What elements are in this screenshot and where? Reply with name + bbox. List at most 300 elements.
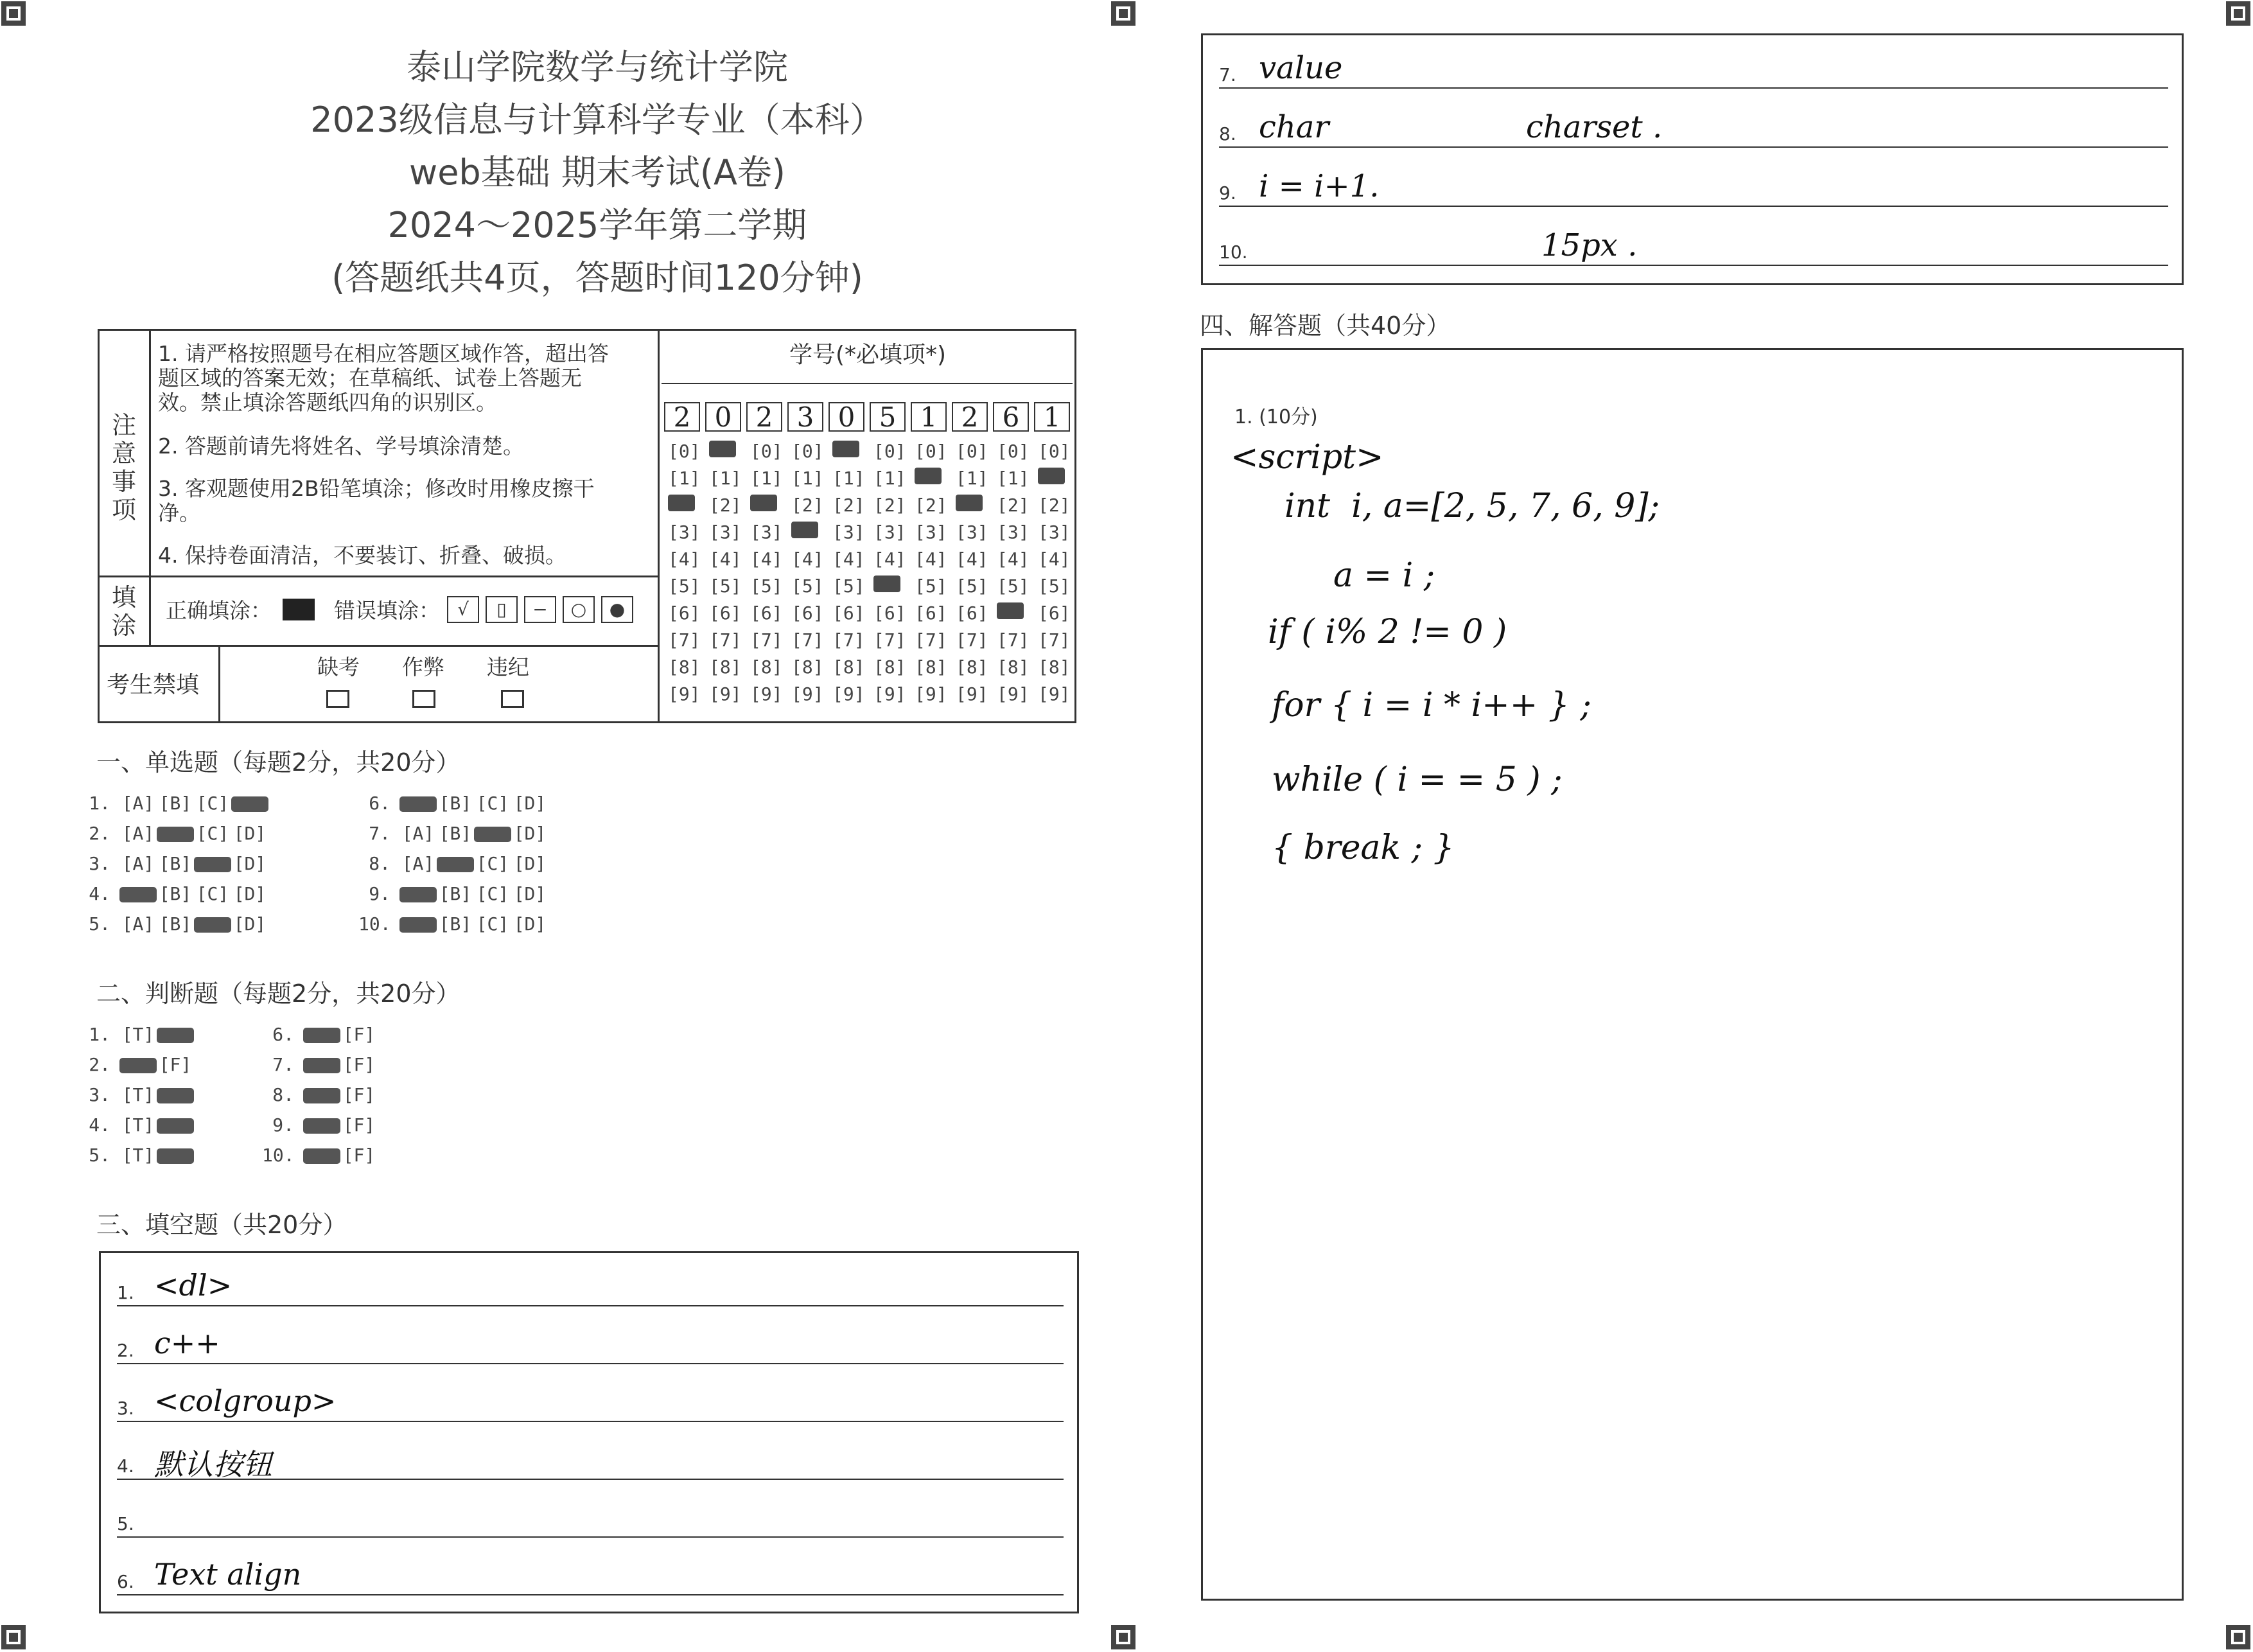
- section1-question-row: [358, 823, 548, 844]
- answer-option-bubble[interactable]: [C]: [196, 823, 229, 844]
- answer-option-bubble[interactable]: [C]: [476, 883, 509, 904]
- student-id-bubble[interactable]: [4]: [791, 549, 824, 570]
- fill-label-char: 涂: [111, 611, 136, 640]
- fill-blank-number: 8.: [1219, 123, 1236, 145]
- correct-fill-example: [283, 599, 315, 620]
- code-line-7: { break ; }: [1272, 829, 1455, 867]
- student-id-bubble[interactable]: [9]: [956, 683, 988, 705]
- answer-box: [1201, 348, 2184, 1601]
- student-id-bubble[interactable]: [3]: [750, 522, 783, 543]
- section1-question-row: [358, 793, 548, 814]
- wrong-example-bar: ▯: [486, 596, 518, 623]
- student-id-bubble[interactable]: [997, 602, 1024, 619]
- section1-question-row: [78, 823, 268, 844]
- section1-title: 一、单选题（每题2分，共20分）: [96, 748, 460, 777]
- student-id-bubble[interactable]: [1]: [668, 468, 701, 489]
- student-id-bubble[interactable]: [1038, 468, 1065, 484]
- question-number: 6.: [369, 793, 390, 814]
- answer-option-bubble[interactable]: [B]: [159, 793, 192, 814]
- notice-label: [110, 411, 137, 524]
- fill-blank-answer-secondary: charset .: [1526, 109, 1663, 145]
- student-id-bubble[interactable]: [1]: [956, 468, 988, 489]
- notice-divider-h1: [98, 576, 658, 577]
- answer-option-bubble[interactable]: [A]: [121, 793, 155, 814]
- answer-option-bubble[interactable]: [F]: [342, 1114, 376, 1136]
- section1-question-row: [358, 913, 548, 935]
- student-id-bubble[interactable]: [2]: [1038, 495, 1071, 516]
- student-id-bubble[interactable]: [791, 522, 818, 538]
- student-id-bubble[interactable]: [6]: [873, 602, 906, 624]
- registration-mark-top-center: [1111, 1, 1135, 26]
- student-id-bubble[interactable]: [1]: [709, 468, 742, 489]
- registration-mark-bottom-center: [1111, 1625, 1135, 1649]
- student-id-bubble[interactable]: [2]: [873, 495, 906, 516]
- answer-option-bubble[interactable]: [B]: [439, 913, 472, 935]
- answer-option-bubble[interactable]: [157, 1148, 194, 1164]
- student-id-bubble[interactable]: [6]: [915, 602, 947, 624]
- notice-label-char: 项: [111, 496, 136, 524]
- student-id-bubble[interactable]: [7]: [832, 629, 865, 651]
- fill-label: [110, 583, 137, 640]
- fill-blank-line[interactable]: [117, 1363, 1064, 1364]
- notice-label-char: 注: [111, 411, 136, 439]
- student-id-bubble[interactable]: [0]: [750, 441, 783, 462]
- section2-question-row: [262, 1024, 378, 1045]
- answer-option-bubble[interactable]: [C]: [476, 913, 509, 935]
- student-id-bubble[interactable]: [5]: [1038, 576, 1071, 597]
- student-id-bubble[interactable]: [0]: [997, 441, 1030, 462]
- notice-divider-vertical-2: [149, 576, 151, 645]
- student-id-bubble[interactable]: [9]: [915, 683, 947, 705]
- student-id-bubble[interactable]: [8]: [791, 656, 824, 678]
- student-id-bubble[interactable]: [5]: [750, 576, 783, 597]
- student-id-bubble[interactable]: [8]: [956, 656, 988, 678]
- wrong-example-check: √: [447, 596, 479, 623]
- fill-blank-answer: c++: [154, 1326, 220, 1360]
- wrong-fill-label: 错误填涂：: [334, 598, 440, 623]
- answer-option-bubble[interactable]: [D]: [513, 853, 547, 874]
- student-id-bubble[interactable]: [3]: [997, 522, 1030, 543]
- question-number: 4.: [89, 1114, 110, 1136]
- answer-option-bubble[interactable]: [T]: [121, 1145, 155, 1166]
- student-id-bubble[interactable]: [5]: [791, 576, 824, 597]
- student-id-bubble[interactable]: [6]: [791, 602, 824, 624]
- section2-question-row: [262, 1145, 378, 1166]
- fill-blank-line[interactable]: [117, 1305, 1064, 1306]
- student-id-bubble[interactable]: [0]: [873, 441, 906, 462]
- answer-option-bubble[interactable]: [F]: [159, 1054, 192, 1075]
- section2-question-row: [78, 1145, 194, 1166]
- student-id-bubble[interactable]: [3]: [832, 522, 865, 543]
- answer-option-bubble[interactable]: [B]: [159, 913, 192, 935]
- student-id-bubble[interactable]: [832, 441, 859, 457]
- wrong-fill-examples: [447, 596, 633, 623]
- answer-option-bubble[interactable]: [D]: [233, 853, 267, 874]
- section2-question-row: [262, 1084, 378, 1105]
- student-id-bubble[interactable]: [7]: [956, 629, 988, 651]
- answer-option-bubble[interactable]: [231, 796, 268, 812]
- answer-option-bubble[interactable]: [194, 857, 231, 872]
- fill-blank-line[interactable]: [117, 1536, 1064, 1538]
- answer-option-bubble[interactable]: [F]: [342, 1054, 376, 1075]
- answer-option-bubble[interactable]: [D]: [513, 883, 547, 904]
- answer-option-bubble[interactable]: [T]: [121, 1024, 155, 1045]
- answer-option-bubble[interactable]: [B]: [159, 853, 192, 874]
- student-id-digit: 5: [870, 402, 906, 432]
- answer-option-bubble[interactable]: [F]: [342, 1084, 376, 1105]
- notice-divider-h2: [98, 645, 658, 647]
- student-id-bubble[interactable]: [5]: [709, 576, 742, 597]
- student-id-bubble[interactable]: [2]: [997, 495, 1030, 516]
- absent-checkbox[interactable]: [326, 690, 349, 708]
- section1-question-row: [78, 913, 268, 935]
- student-id-bubble[interactable]: [0]: [791, 441, 824, 462]
- section1-question-row: [78, 793, 268, 814]
- answer-option-bubble[interactable]: [D]: [233, 883, 267, 904]
- student-id-bubble[interactable]: [5]: [668, 576, 701, 597]
- answer-option-bubble[interactable]: [F]: [342, 1024, 376, 1045]
- notice-item-1: 1. 请严格按照题号在相应答题区域作答，超出答题区域的答案无效；在草稿纸、试卷上答题无效。禁止填涂答题纸四角的识别区。: [158, 341, 609, 415]
- code-line-5: for { i = i * i++ } ;: [1272, 686, 1591, 725]
- notice-item-2: 2. 答题前请先将姓名、学号填涂清楚。: [158, 434, 524, 459]
- registration-mark-top-right: [2226, 1, 2250, 26]
- answer-option-bubble[interactable]: [B]: [439, 883, 472, 904]
- correct-fill-label: 正确填涂：: [166, 598, 272, 623]
- section1-question-row: [78, 853, 268, 874]
- student-id-bubble[interactable]: [8]: [709, 656, 742, 678]
- student-id-bubble[interactable]: [4]: [997, 549, 1030, 570]
- student-id-bubble[interactable]: [1]: [750, 468, 783, 489]
- fill-blank-answer: 默认按钮: [154, 1447, 272, 1482]
- student-id-bubble[interactable]: [9]: [668, 683, 701, 705]
- student-id-bubble[interactable]: [750, 495, 777, 511]
- header-program: 2023级信息与计算科学专业（本科）: [310, 100, 884, 140]
- notice-divider-h3: [218, 645, 220, 723]
- code-line-3: a = i ;: [1333, 556, 1435, 595]
- student-id-bubble[interactable]: [4]: [915, 549, 947, 570]
- fill-blank-number: 1.: [117, 1282, 134, 1303]
- header-term: 2024～2025学年第二学期: [387, 205, 807, 245]
- question-number: 9.: [272, 1114, 294, 1136]
- question-number: 1.: [89, 1024, 110, 1045]
- student-id-bubble[interactable]: [0]: [668, 441, 701, 462]
- student-id-bubble[interactable]: [6]: [750, 602, 783, 624]
- student-id-digit: 2: [746, 402, 782, 432]
- header-note: (答题纸共4页，答题时间120分钟): [331, 258, 863, 298]
- fill-blank-answer: <colgroup>: [154, 1384, 337, 1418]
- student-id-bubble[interactable]: [8]: [1038, 656, 1071, 678]
- student-id-bubble[interactable]: [1]: [997, 468, 1030, 489]
- answer-option-bubble[interactable]: [157, 1118, 194, 1134]
- answer-option-bubble[interactable]: [D]: [233, 913, 267, 935]
- answer-option-bubble[interactable]: [157, 1088, 194, 1103]
- student-id-bubble[interactable]: [9]: [791, 683, 824, 705]
- student-id-bubble[interactable]: [8]: [873, 656, 906, 678]
- student-id-bubble[interactable]: [2]: [915, 495, 947, 516]
- answer-option-bubble[interactable]: [303, 1028, 340, 1043]
- answer-option-bubble[interactable]: [D]: [513, 823, 547, 844]
- header-school: 泰山学院数学与统计学院: [407, 47, 788, 87]
- student-id-bubble[interactable]: [3]: [668, 522, 701, 543]
- notice-divider-id: [658, 329, 660, 723]
- student-id-bubble[interactable]: [3]: [915, 522, 947, 543]
- student-id-label: 学号(*必填项*): [789, 342, 947, 368]
- student-id-bubble[interactable]: [2]: [709, 495, 742, 516]
- student-id-bubble[interactable]: [1]: [873, 468, 906, 489]
- student-id-bubble[interactable]: [7]: [709, 629, 742, 651]
- fill-blank-line[interactable]: [117, 1421, 1064, 1422]
- answer-option-bubble[interactable]: [C]: [476, 793, 509, 814]
- student-id-bubble[interactable]: [6]: [956, 602, 988, 624]
- student-id-bubble[interactable]: [1]: [832, 468, 865, 489]
- fill-blank-number: 3.: [117, 1398, 134, 1419]
- student-id-bubble[interactable]: [5]: [956, 576, 988, 597]
- student-id-bubble[interactable]: [9]: [709, 683, 742, 705]
- answer-option-bubble[interactable]: [A]: [401, 853, 435, 874]
- q1-label: 1. (10分): [1234, 406, 1318, 428]
- student-id-bubble[interactable]: [6]: [668, 602, 701, 624]
- fill-blank-line[interactable]: [1219, 87, 2168, 89]
- student-id-bubble[interactable]: [6]: [709, 602, 742, 624]
- student-id-bubble[interactable]: [8]: [750, 656, 783, 678]
- answer-option-bubble[interactable]: [C]: [196, 883, 229, 904]
- answer-option-bubble[interactable]: [303, 1088, 340, 1103]
- student-id-bubble[interactable]: [1]: [791, 468, 824, 489]
- student-id-bubble[interactable]: [3]: [873, 522, 906, 543]
- student-id-bubble[interactable]: [3]: [709, 522, 742, 543]
- student-id-bubble[interactable]: [5]: [915, 576, 947, 597]
- student-id-bubble[interactable]: [8]: [997, 656, 1030, 678]
- student-id-bubble[interactable]: [8]: [832, 656, 865, 678]
- student-id-digit: 1: [1034, 402, 1070, 432]
- code-line-6: while ( i = = 5 ) ;: [1272, 760, 1563, 799]
- student-id-digit: 3: [787, 402, 823, 432]
- student-id-bubble[interactable]: [2]: [832, 495, 865, 516]
- answer-option-bubble[interactable]: [T]: [121, 1084, 155, 1105]
- student-id-bubble[interactable]: [4]: [668, 549, 701, 570]
- fill-blank-answer: char: [1259, 109, 1329, 145]
- cheat-checkbox[interactable]: [412, 690, 435, 708]
- answer-option-bubble[interactable]: [D]: [513, 913, 547, 935]
- student-id-digit: 0: [705, 402, 741, 432]
- section1-question-row: [358, 883, 548, 904]
- wrong-example-dot: ●: [601, 596, 633, 623]
- answer-option-bubble[interactable]: [D]: [233, 823, 267, 844]
- notice-label-char: 事: [111, 468, 136, 496]
- notice-item-4: 4. 保持卷面清洁，不要装订、折叠、破损。: [158, 543, 566, 568]
- student-id-bubble[interactable]: [0]: [1038, 441, 1071, 462]
- question-number: 1.: [89, 793, 110, 814]
- violation-checkbox[interactable]: [501, 690, 524, 708]
- fill-blank-number: 2.: [117, 1340, 134, 1361]
- section1-question-row: [78, 883, 268, 904]
- section2-question-row: [78, 1084, 194, 1105]
- question-number: 8.: [369, 853, 390, 874]
- notice-label-char: 意: [111, 439, 136, 468]
- answer-option-bubble[interactable]: [A]: [121, 913, 155, 935]
- question-number: 10.: [262, 1145, 295, 1166]
- answer-option-bubble[interactable]: [303, 1058, 340, 1073]
- student-id-bubble[interactable]: [3]: [956, 522, 988, 543]
- section2-question-row: [78, 1114, 194, 1136]
- student-id-bubble[interactable]: [4]: [750, 549, 783, 570]
- answer-option-bubble[interactable]: [T]: [121, 1114, 155, 1136]
- fill-blank-number: 5.: [117, 1513, 134, 1534]
- student-id-bubble[interactable]: [915, 468, 942, 484]
- student-id-bubble[interactable]: [709, 441, 736, 457]
- forbidden-violation-label: 违纪: [487, 655, 529, 680]
- student-id-bubble[interactable]: [7]: [668, 629, 701, 651]
- question-number: 9.: [369, 883, 390, 904]
- fill-blank-line[interactable]: [1219, 146, 2168, 148]
- student-id-bubble[interactable]: [0]: [915, 441, 947, 462]
- fill-blank-number: 4.: [117, 1455, 134, 1477]
- student-id-bubble[interactable]: [8]: [668, 656, 701, 678]
- registration-mark-top-left: [1, 1, 26, 26]
- question-number: 8.: [272, 1084, 294, 1105]
- answer-option-bubble[interactable]: [474, 827, 511, 842]
- student-id-bubble[interactable]: [8]: [915, 656, 947, 678]
- answer-option-bubble[interactable]: [119, 1058, 157, 1073]
- fill-blank-answer: <dl>: [154, 1268, 232, 1303]
- question-number: 2.: [89, 1054, 110, 1075]
- code-line-2: int i, a=[2, 5, 7, 6, 9];: [1284, 487, 1660, 525]
- fill-label-char: 填: [111, 583, 136, 611]
- student-id-bubble[interactable]: [4]: [832, 549, 865, 570]
- student-id-bubble[interactable]: [668, 495, 695, 511]
- answer-option-bubble[interactable]: [A]: [121, 853, 155, 874]
- student-id-bubble[interactable]: [5]: [997, 576, 1030, 597]
- answer-option-bubble[interactable]: [399, 796, 437, 812]
- answer-option-bubble[interactable]: [A]: [401, 823, 435, 844]
- student-id-bubble[interactable]: [4]: [709, 549, 742, 570]
- registration-mark-bottom-left: [1, 1625, 26, 1649]
- student-id-bubble[interactable]: [6]: [1038, 602, 1071, 624]
- notice-item-3: 3. 客观题使用2B铅笔填涂；修改时用橡皮擦干净。: [158, 476, 595, 525]
- answer-option-bubble[interactable]: [B]: [159, 883, 192, 904]
- section1-question-row: [358, 853, 548, 874]
- answer-option-bubble[interactable]: [119, 887, 157, 902]
- section3-title: 三、填空题（共20分）: [96, 1211, 347, 1239]
- answer-option-bubble[interactable]: [157, 1028, 194, 1043]
- student-id-bubble[interactable]: [3]: [1038, 522, 1071, 543]
- code-line-1: <script>: [1231, 438, 1384, 477]
- question-number: 3.: [89, 853, 110, 874]
- code-line-4: if ( i% 2 != 0 ): [1268, 613, 1507, 651]
- answer-option-bubble[interactable]: [C]: [476, 853, 509, 874]
- question-number: 6.: [272, 1024, 294, 1045]
- student-id-bubble[interactable]: [9]: [750, 683, 783, 705]
- fill-blank-line[interactable]: [1219, 206, 2168, 207]
- section2-question-row: [78, 1024, 194, 1045]
- student-id-bubble[interactable]: [9]: [873, 683, 906, 705]
- fill-blank-box-right: [1201, 33, 2184, 285]
- answer-option-bubble[interactable]: [303, 1118, 340, 1134]
- answer-option-bubble[interactable]: [C]: [196, 793, 229, 814]
- fill-blank-line[interactable]: [117, 1594, 1064, 1595]
- student-id-bubble[interactable]: [6]: [832, 602, 865, 624]
- answer-option-bubble[interactable]: [F]: [342, 1145, 376, 1166]
- answer-option-bubble[interactable]: [399, 917, 437, 933]
- answer-option-bubble[interactable]: [D]: [513, 793, 547, 814]
- section2-question-row: [262, 1054, 378, 1075]
- question-number: 5.: [89, 913, 110, 935]
- question-number: 3.: [89, 1084, 110, 1105]
- student-id-bubble[interactable]: [7]: [915, 629, 947, 651]
- student-id-underline: [662, 383, 1073, 384]
- fill-blank-number: 7.: [1219, 64, 1236, 85]
- fill-blank-answer: value: [1259, 50, 1343, 86]
- student-id-bubble[interactable]: [0]: [956, 441, 988, 462]
- student-id-bubble[interactable]: [873, 576, 900, 592]
- section2-question-row: [262, 1114, 378, 1136]
- registration-mark-bottom-right: [2226, 1625, 2250, 1649]
- fill-blank-number: 9.: [1219, 182, 1236, 204]
- student-id-bubble[interactable]: [956, 495, 983, 511]
- answer-option-bubble[interactable]: [399, 887, 437, 902]
- question-number: 7.: [272, 1054, 294, 1075]
- student-id-bubble[interactable]: [4]: [956, 549, 988, 570]
- student-id-bubble[interactable]: [9]: [832, 683, 865, 705]
- student-id-bubble[interactable]: [4]: [873, 549, 906, 570]
- answer-option-bubble[interactable]: [303, 1148, 340, 1164]
- question-number: 4.: [89, 883, 110, 904]
- section2-question-row: [78, 1054, 194, 1075]
- fill-blank-answer: Text align: [154, 1557, 302, 1592]
- student-id-bubble[interactable]: [7]: [750, 629, 783, 651]
- answer-option-bubble[interactable]: [437, 857, 474, 872]
- student-id-digit: 0: [828, 402, 864, 432]
- student-id-bubble[interactable]: [5]: [832, 576, 865, 597]
- student-id-bubble[interactable]: [4]: [1038, 549, 1071, 570]
- section4-title: 四、解答题（共40分）: [1200, 312, 1451, 340]
- student-id-bubble[interactable]: [7]: [1038, 629, 1071, 651]
- student-id-bubble[interactable]: [7]: [997, 629, 1030, 651]
- student-id-digit: 2: [664, 402, 700, 432]
- wrong-example-dash: −: [524, 596, 556, 623]
- student-id-digit: 2: [952, 402, 988, 432]
- question-number: 5.: [89, 1145, 110, 1166]
- wrong-example-circle: ○: [563, 596, 595, 623]
- question-number: 10.: [358, 913, 391, 935]
- student-id-bubble[interactable]: [2]: [791, 495, 824, 516]
- notice-divider-vertical: [149, 329, 151, 576]
- forbidden-cheat-label: 作弊: [402, 655, 444, 680]
- forbidden-label: 考生禁填: [107, 672, 200, 698]
- header-course: web基础 期末考试(A卷): [409, 152, 785, 193]
- student-id-bubble[interactable]: [9]: [997, 683, 1030, 705]
- student-id-bubble[interactable]: [7]: [873, 629, 906, 651]
- fill-blank-line[interactable]: [1219, 265, 2168, 266]
- answer-option-bubble[interactable]: [194, 917, 231, 933]
- fill-blank-number: 10.: [1219, 242, 1248, 263]
- question-number: 7.: [369, 823, 390, 844]
- answer-option-bubble[interactable]: [B]: [439, 793, 472, 814]
- question-number: 2.: [89, 823, 110, 844]
- answer-option-bubble[interactable]: [157, 827, 194, 842]
- student-id-bubble[interactable]: [9]: [1038, 683, 1071, 705]
- student-id-digit: 1: [911, 402, 947, 432]
- forbidden-absent-label: 缺考: [317, 655, 360, 680]
- answer-option-bubble[interactable]: [B]: [439, 823, 472, 844]
- fill-blank-number: 6.: [117, 1571, 134, 1592]
- student-id-bubble[interactable]: [7]: [791, 629, 824, 651]
- student-id-digit: 6: [993, 402, 1029, 432]
- fill-blank-answer: 15px .: [1541, 227, 1638, 263]
- fill-blank-answer: i = i+1.: [1259, 168, 1380, 204]
- answer-option-bubble[interactable]: [A]: [121, 823, 155, 844]
- section2-title: 二、判断题（每题2分，共20分）: [96, 980, 460, 1008]
